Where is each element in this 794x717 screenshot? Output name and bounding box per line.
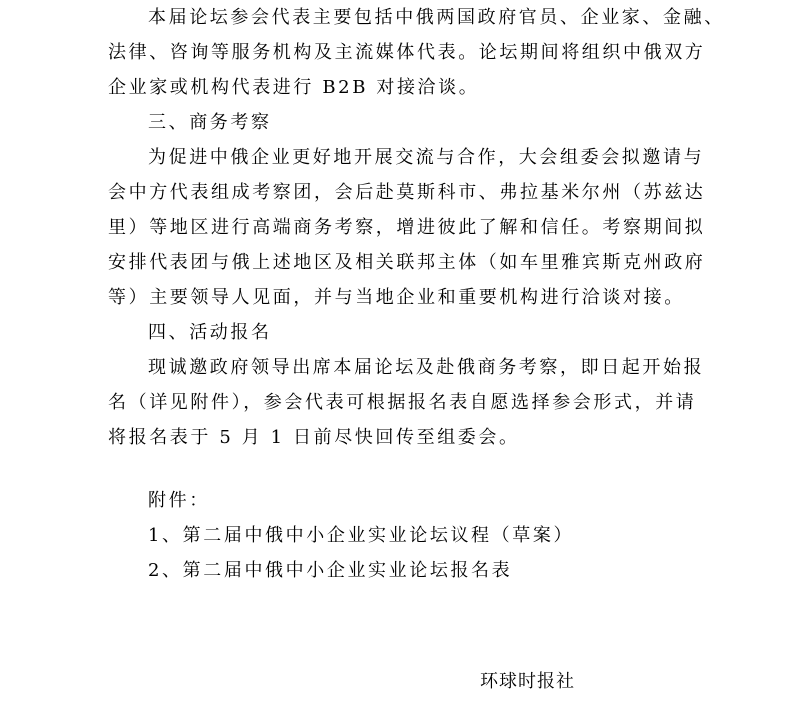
paragraph-line: 企业家或机构代表进行 B2B 对接洽谈。 (108, 77, 480, 98)
attachments-label: 附件： (148, 490, 210, 511)
paragraph-line: 将报名表于 5 月 1 日前尽快回传至组委会。 (108, 427, 520, 448)
paragraph-line: 里）等地区进行高端商务考察，增进彼此了解和信任。考察期间拟 (108, 217, 706, 238)
paragraph-line: 会中方代表组成考察团，会后赴莫斯科市、弗拉基米尔州（苏兹达 (108, 182, 706, 203)
paragraph-line: 法律、咨询等服务机构及主流媒体代表。论坛期间将组织中俄双方 (108, 42, 706, 63)
section-heading-registration: 四、活动报名 (148, 322, 272, 343)
attachment-item-agenda: 1、第二届中俄中小企业实业论坛议程（草案） (148, 525, 575, 546)
paragraph-line: 为促进中俄企业更好地开展交流与合作，大会组委会拟邀请与 (148, 147, 705, 168)
paragraph-line: 安排代表团与俄上述地区及相关联邦主体（如车里雅宾斯克州政府 (108, 252, 706, 273)
paragraph-line: 名（详见附件），参会代表可根据报名表自愿选择参会形式，并请 (108, 392, 697, 413)
paragraph-line: 等）主要领导人见面，并与当地企业和重要机构进行洽谈对接。 (108, 287, 685, 308)
paragraph-line: 现诚邀政府领导出席本届论坛及赴俄商务考察，即日起开始报 (148, 357, 705, 378)
attachment-item-registration-form: 2、第二届中俄中小企业实业论坛报名表 (148, 560, 513, 581)
section-heading-business-inspection: 三、商务考察 (148, 112, 272, 133)
paragraph-line: 本届论坛参会代表主要包括中俄两国政府官员、企业家、金融、 (148, 7, 725, 28)
signature-organization: 环球时报社 (480, 671, 575, 692)
